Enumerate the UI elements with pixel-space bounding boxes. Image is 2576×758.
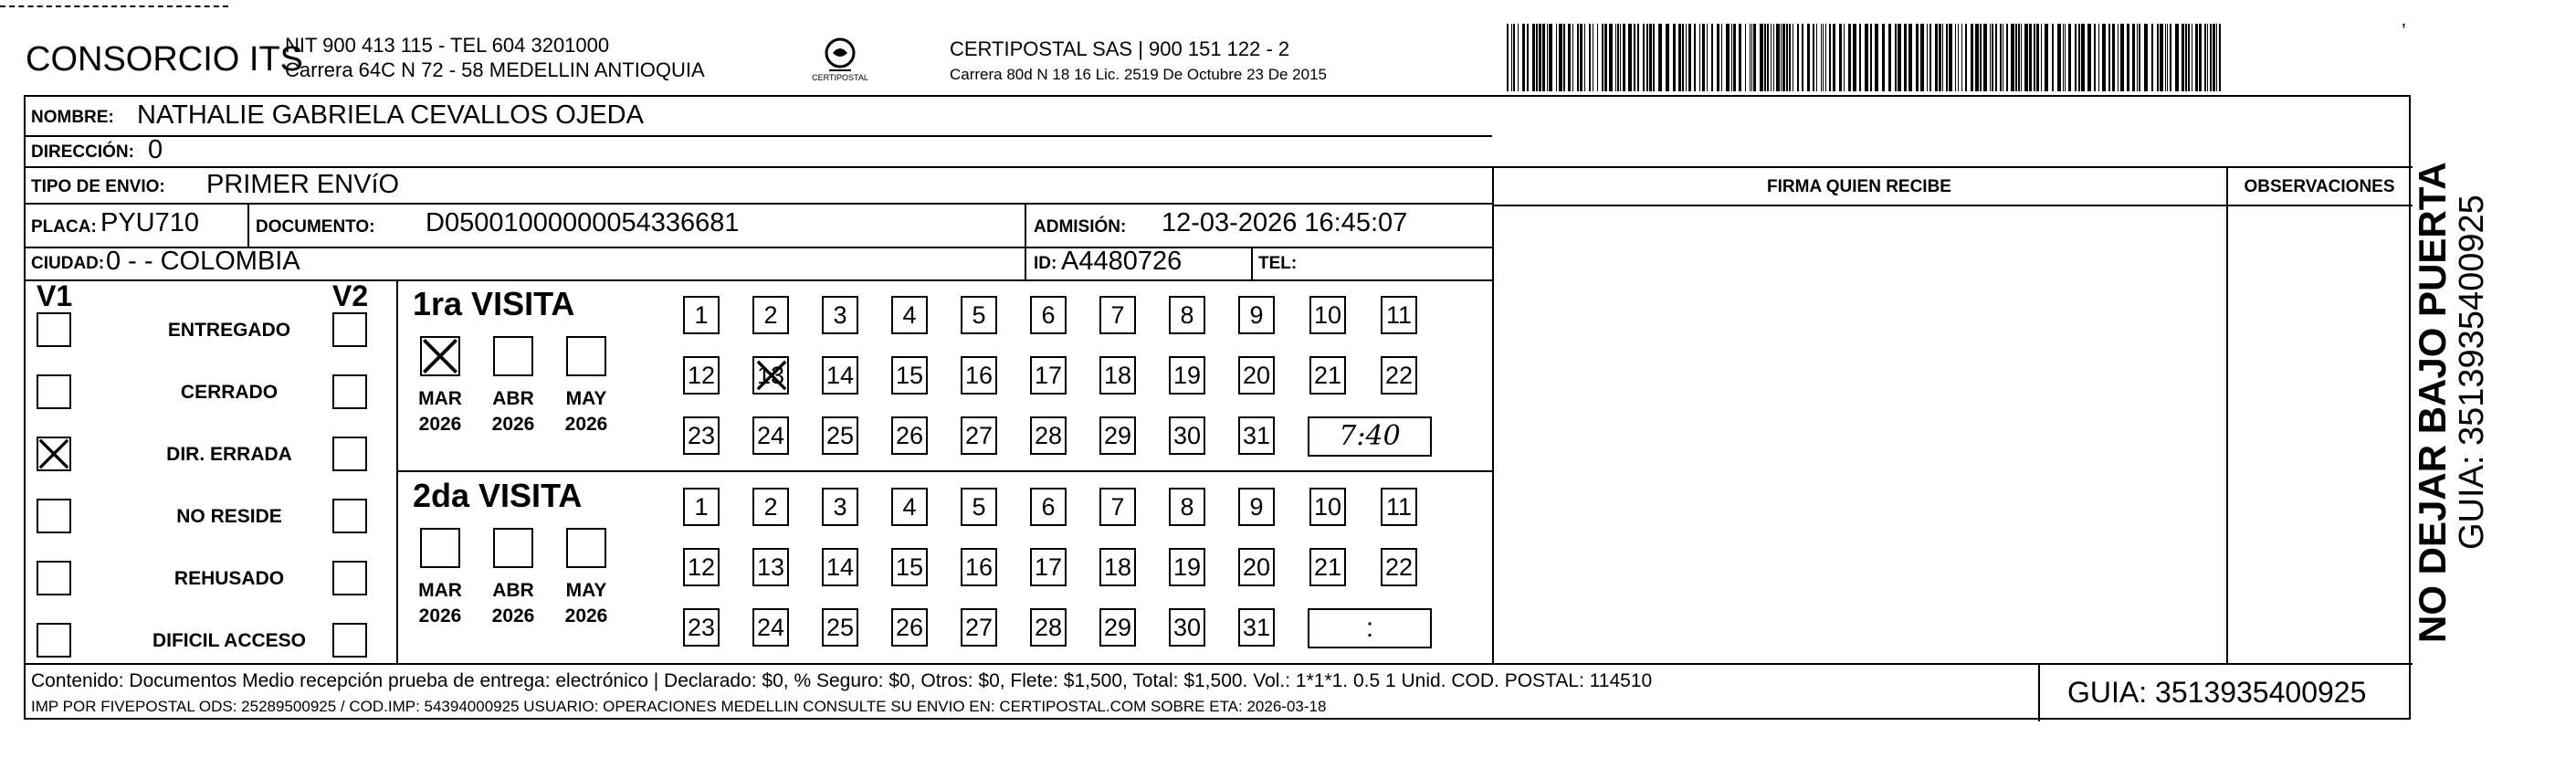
month-caption: ABR xyxy=(492,580,534,601)
v2-checkbox xyxy=(332,561,367,595)
placa-label: PLACA: xyxy=(31,217,97,237)
day-box: 18 xyxy=(1099,356,1136,395)
day-box: 7 xyxy=(1099,488,1136,526)
day-box: 4 xyxy=(891,296,928,334)
side-warning: NO DEJAR BAJO PUERTA xyxy=(2411,162,2454,643)
month-caption: ABR xyxy=(492,388,534,409)
v2-label: V2 xyxy=(332,279,369,312)
day-box: 13 xyxy=(752,356,789,395)
day-box: 21 xyxy=(1309,548,1346,586)
direccion-label: DIRECCIÓN: xyxy=(31,142,134,162)
day-box: 21 xyxy=(1309,356,1346,395)
day-box: 29 xyxy=(1099,416,1136,455)
day-box: 27 xyxy=(961,608,997,647)
v1-checkbox xyxy=(37,623,71,658)
footer-guia: GUIA: 3513935400925 xyxy=(2067,676,2367,709)
documento-label: DOCUMENTO: xyxy=(256,217,375,237)
corner-mark: ʼ xyxy=(2402,20,2406,43)
day-box: 4 xyxy=(891,488,928,526)
day-box: 22 xyxy=(1381,548,1417,586)
day-box: 8 xyxy=(1169,296,1205,334)
day-box: 18 xyxy=(1099,548,1136,586)
month-caption: MAY xyxy=(565,388,607,409)
admision-label: ADMISIÓN: xyxy=(1034,217,1127,237)
month-check-mark xyxy=(420,336,460,376)
year-caption: 2026 xyxy=(418,605,462,626)
day-box: 3 xyxy=(822,296,858,334)
v1-label: V1 xyxy=(37,279,73,312)
day-box: 7 xyxy=(1099,296,1136,334)
day-box: 24 xyxy=(752,416,789,455)
day-box: 28 xyxy=(1030,608,1067,647)
year-caption: 2026 xyxy=(564,414,608,435)
v1-check-mark xyxy=(37,437,71,471)
month-caption: MAR xyxy=(418,580,462,601)
v2-checkbox xyxy=(332,374,367,409)
day-box: 3 xyxy=(822,488,858,526)
second-visit-time: : xyxy=(1308,608,1432,648)
placa-value: PYU710 xyxy=(100,208,200,237)
admision-value: 12-03-2026 16:45:07 xyxy=(1162,208,1408,237)
day-box: 23 xyxy=(683,416,720,455)
day-box: 20 xyxy=(1238,548,1275,586)
day-box: 19 xyxy=(1169,356,1205,395)
status-label-5: DIFICIL ACCESO xyxy=(152,630,306,651)
day-box: 1 xyxy=(683,296,720,334)
first-visit-label: 1ra VISITA xyxy=(413,285,575,322)
day-box: 27 xyxy=(961,416,997,455)
day-box: 8 xyxy=(1169,488,1205,526)
top-dashed-line xyxy=(0,5,228,7)
day-box: 30 xyxy=(1169,608,1205,647)
day-box: 31 xyxy=(1238,608,1275,647)
status-label-1: CERRADO xyxy=(180,382,279,403)
certipostal-address: Carrera 80d N 18 16 Lic. 2519 De Octubre 23 De 2015 xyxy=(950,66,1327,83)
day-box: 26 xyxy=(891,416,928,455)
month-checkbox xyxy=(566,336,606,376)
month-checkbox xyxy=(566,528,606,568)
day-box: 12 xyxy=(683,356,720,395)
nombre-label: NOMBRE: xyxy=(31,108,114,127)
status-label-2: DIR. ERRADA xyxy=(166,444,292,465)
direccion-value: 0 xyxy=(148,135,163,164)
tipo-envio-label: TIPO DE ENVIO: xyxy=(31,177,165,196)
day-box: 15 xyxy=(891,548,928,586)
certipostal-info xyxy=(950,37,1327,88)
day-box: 14 xyxy=(822,356,858,395)
v2-checkbox xyxy=(332,499,367,533)
v2-checkbox xyxy=(332,437,367,471)
day-box: 6 xyxy=(1030,488,1067,526)
ciudad-value: 0 - - COLOMBIA xyxy=(106,247,300,276)
day-box: 13 xyxy=(752,548,789,586)
day-box: 23 xyxy=(683,608,720,647)
day-box: 31 xyxy=(1238,416,1275,455)
barcode xyxy=(1507,24,2228,91)
day-box: 16 xyxy=(961,356,997,395)
day-cross-mark xyxy=(754,358,789,393)
v1-checkbox xyxy=(37,374,71,409)
day-box: 30 xyxy=(1169,416,1205,455)
day-box: 10 xyxy=(1309,296,1346,334)
company-info xyxy=(285,33,705,82)
tel-label: TEL: xyxy=(1258,254,1298,273)
year-caption: 2026 xyxy=(418,414,462,435)
month-checkbox xyxy=(493,336,533,376)
day-box: 14 xyxy=(822,548,858,586)
first-visit-time: 7:40 xyxy=(1308,416,1432,457)
day-box: 22 xyxy=(1381,356,1417,395)
observaciones-label: OBSERVACIONES xyxy=(2244,177,2395,196)
documento-value: D05001000000054336681 xyxy=(426,208,740,237)
day-box: 9 xyxy=(1238,296,1275,334)
day-box: 28 xyxy=(1030,416,1067,455)
v2-checkbox xyxy=(332,623,367,658)
second-visit-label: 2da VISITA xyxy=(413,477,583,514)
day-box: 1 xyxy=(683,488,720,526)
month-caption: MAR xyxy=(418,388,462,409)
day-box: 29 xyxy=(1099,608,1136,647)
day-box: 15 xyxy=(891,356,928,395)
day-box: 5 xyxy=(961,488,997,526)
day-box: 26 xyxy=(891,608,928,647)
day-box: 20 xyxy=(1238,356,1275,395)
tipo-envio-value: PRIMER ENVíO xyxy=(206,170,400,199)
year-caption: 2026 xyxy=(491,414,535,435)
day-box: 12 xyxy=(683,548,720,586)
footer-contenido: Contenido: Documentos Medio recepción prueba de entrega: electrónico | Declarado: $0, % Seguro: $0, Otros: $0, Flete: $1,500, Total: $1,500. Vol.: 1*1*1. 0.5 1 Unid. COD. POSTAL: 114510 xyxy=(31,670,1653,691)
v1-checkbox xyxy=(37,312,71,347)
logo-text: CERTIPOSTAL xyxy=(812,73,868,82)
year-caption: 2026 xyxy=(564,605,608,626)
id-label: ID: xyxy=(1034,254,1057,273)
company-name: CONSORCIO ITS xyxy=(26,40,304,79)
day-box: 25 xyxy=(822,608,858,647)
day-box: 16 xyxy=(961,548,997,586)
month-checkbox xyxy=(420,528,460,568)
month-caption: MAY xyxy=(565,580,607,601)
day-box: 17 xyxy=(1030,356,1067,395)
day-box: 24 xyxy=(752,608,789,647)
form-frame xyxy=(24,95,2411,720)
day-box: 10 xyxy=(1309,488,1346,526)
status-label-3: NO RESIDE xyxy=(176,506,282,527)
day-box: 11 xyxy=(1381,296,1417,334)
year-caption: 2026 xyxy=(491,605,535,626)
day-box: 17 xyxy=(1030,548,1067,586)
day-box: 2 xyxy=(752,488,789,526)
v1-checkbox xyxy=(37,561,71,595)
address-line: Carrera 64C N 72 - 58 MEDELLIN ANTIOQUIA xyxy=(285,58,705,81)
side-guia: GUIA: 3513935400925 xyxy=(2453,195,2491,550)
day-box: 11 xyxy=(1381,488,1417,526)
day-box: 19 xyxy=(1169,548,1205,586)
ciudad-label: CIUDAD: xyxy=(31,254,105,273)
v2-checkbox xyxy=(332,312,367,347)
nit-line: NIT 900 413 115 - TEL 604 3201000 xyxy=(285,34,610,57)
footer-imp: IMP POR FIVEPOSTAL ODS: 25289500925 / COD.IMP: 54394000925 USUARIO: OPERACIONES MEDELLIN CONSULTE SU ENVIO EN: CERTIPOSTAL.COM SOBRE ETA: 2026-03-18 xyxy=(31,698,1327,715)
day-box: 9 xyxy=(1238,488,1275,526)
day-box: 2 xyxy=(752,296,789,334)
certipostal-line: CERTIPOSTAL SAS | 900 151 122 - 2 xyxy=(950,37,1290,60)
day-box: 6 xyxy=(1030,296,1067,334)
id-value: A4480726 xyxy=(1061,247,1183,276)
month-checkbox xyxy=(493,528,533,568)
status-label-4: REHUSADO xyxy=(173,568,285,589)
nombre-value: NATHALIE GABRIELA CEVALLOS OJEDA xyxy=(137,100,644,130)
status-label-0: ENTREGADO xyxy=(167,320,291,341)
v1-checkbox xyxy=(37,499,71,533)
day-box: 5 xyxy=(961,296,997,334)
firma-label: FIRMA QUIEN RECIBE xyxy=(1767,177,1951,196)
day-box: 25 xyxy=(822,416,858,455)
